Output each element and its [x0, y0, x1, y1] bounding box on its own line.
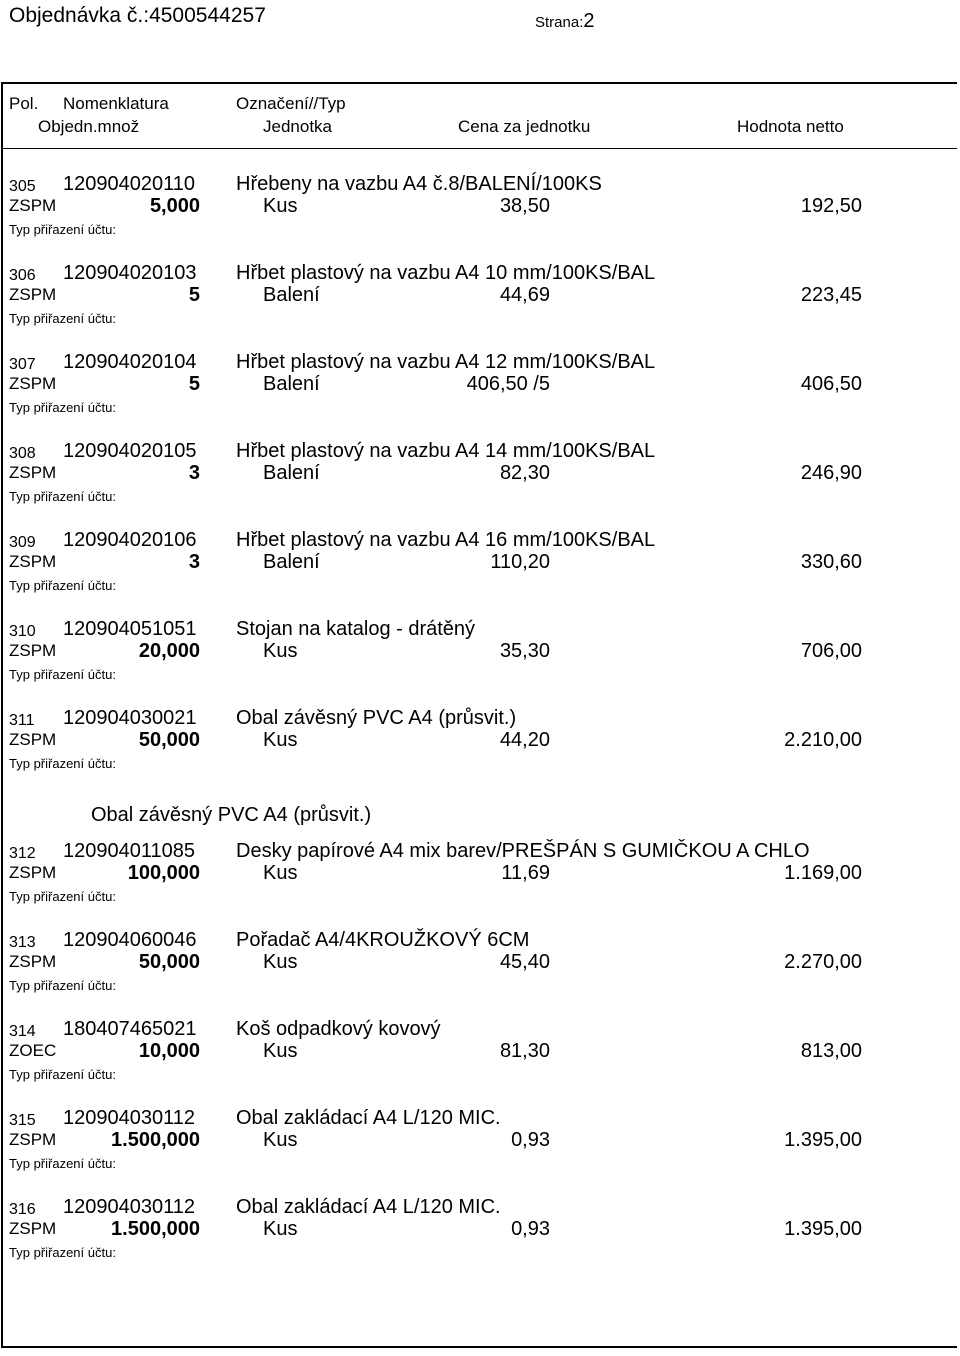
page-label: Strana: [535, 14, 584, 31]
item-description: Stojan na katalog - drátěný [236, 618, 476, 640]
item-quantity: 3 [188, 551, 200, 573]
column-header-nomenclature: Nomenklatura [63, 94, 169, 113]
item-code: 120904011085 [63, 840, 195, 862]
item-code: 120904020103 [63, 262, 197, 284]
item-unit-code: ZSPM [9, 196, 57, 215]
item-position: 314 [9, 1023, 36, 1040]
order-item-row [3, 527, 957, 616]
item-code: 120904060046 [63, 929, 197, 951]
item-account-type-label: Typ přiřazení účtu: [9, 1156, 116, 1171]
item-unit: Balení [263, 462, 320, 484]
item-description: Hřebeny na vazbu A4 č.8/BALENÍ/100KS [236, 173, 602, 195]
item-unit: Balení [263, 551, 320, 573]
item-quantity: 10,000 [138, 1040, 200, 1062]
item-description: Koš odpadkový kovový [236, 1018, 441, 1040]
order-item-row [3, 838, 957, 927]
item-unit-code: ZSPM [9, 730, 57, 749]
item-net-value: 246,90 [800, 462, 862, 484]
item-description: Hřbet plastový na vazbu A4 12 mm/100KS/BAL [236, 351, 656, 373]
column-header-unit: Jednotka [263, 117, 332, 136]
item-code: 120904020104 [63, 351, 197, 373]
item-note: Obal závěsný PVC A4 (průsvit.) [91, 804, 372, 826]
item-description: Obal zakládací A4 L/120 MIC. [236, 1107, 501, 1129]
item-unit-code: ZSPM [9, 374, 57, 393]
item-unit-price: 11,69 [501, 862, 550, 884]
item-account-type-label: Typ přiřazení účtu: [9, 1245, 116, 1260]
item-account-type-label: Typ přiřazení účtu: [9, 311, 116, 326]
column-header-qty: Objedn.množ [38, 117, 140, 136]
column-header-net-value: Hodnota netto [737, 117, 844, 136]
item-unit-price: 44,69 [499, 284, 550, 306]
order-items-box [1, 82, 957, 1348]
item-net-value: 1.395,00 [784, 1129, 862, 1151]
item-unit: Balení [263, 373, 320, 395]
item-unit: Kus [263, 1218, 298, 1240]
item-net-value: 706,00 [800, 640, 862, 662]
item-unit: Kus [263, 1129, 298, 1151]
item-code: 120904020106 [63, 529, 197, 551]
item-unit: Balení [263, 284, 320, 306]
item-position: 310 [9, 623, 36, 640]
item-net-value: 1.169,00 [784, 862, 862, 884]
item-unit-price: 38,50 [499, 195, 550, 217]
item-quantity: 50,000 [138, 951, 200, 973]
item-unit-price: 0,93 [511, 1129, 550, 1151]
item-position: 316 [9, 1201, 36, 1218]
item-unit-price: 406,50 /5 [466, 373, 550, 395]
order-item-row [3, 171, 957, 260]
item-unit-code: ZSPM [9, 952, 57, 971]
header-divider [3, 148, 957, 149]
item-unit: Kus [263, 729, 298, 751]
order-item-row [3, 438, 957, 527]
order-item-row [3, 616, 957, 705]
item-unit-price: 110,20 [490, 551, 550, 573]
document-title: Objednávka č.:4500544257 [9, 4, 266, 27]
order-item-row [3, 1016, 957, 1105]
order-item-row [3, 927, 957, 1016]
item-code: 120904020105 [63, 440, 197, 462]
column-header-designation: Označení//Typ [236, 94, 346, 113]
item-unit-price: 0,93 [511, 1218, 550, 1240]
item-unit-price: 44,20 [499, 729, 550, 751]
item-description: Obal závěsný PVC A4 (průsvit.) [236, 707, 517, 729]
item-unit-code: ZSPM [9, 1130, 57, 1149]
item-account-type-label: Typ přiřazení účtu: [9, 978, 116, 993]
item-position: 305 [9, 178, 36, 195]
item-unit-code: ZSPM [9, 863, 57, 882]
item-account-type-label: Typ přiřazení účtu: [9, 578, 116, 593]
item-quantity: 5 [188, 284, 200, 306]
item-unit: Kus [263, 951, 298, 973]
item-code: 120904030112 [63, 1107, 195, 1129]
item-net-value: 2.210,00 [784, 729, 862, 751]
item-position: 306 [9, 267, 36, 284]
item-position: 313 [9, 934, 36, 951]
page-indicator [535, 10, 595, 33]
item-unit-code: ZOEC [9, 1041, 57, 1060]
item-account-type-label: Typ přiřazení účtu: [9, 756, 116, 771]
item-quantity: 1.500,000 [111, 1129, 200, 1151]
item-code: 180407465021 [63, 1018, 197, 1040]
item-quantity: 100,000 [127, 862, 200, 884]
item-net-value: 2.270,00 [784, 951, 862, 973]
page-number: 2 [583, 10, 595, 32]
item-unit: Kus [263, 195, 298, 217]
item-account-type-label: Typ přiřazení účtu: [9, 889, 116, 904]
item-unit-price: 82,30 [499, 462, 550, 484]
item-net-value: 223,45 [800, 284, 862, 306]
item-description: Hřbet plastový na vazbu A4 16 mm/100KS/BAL [236, 529, 656, 551]
item-code: 120904030021 [63, 707, 197, 729]
item-net-value: 813,00 [800, 1040, 862, 1062]
item-unit-code: ZSPM [9, 285, 57, 304]
item-account-type-label: Typ přiřazení účtu: [9, 400, 116, 415]
item-position: 309 [9, 534, 36, 551]
item-code: 120904020110 [63, 173, 195, 195]
item-description: Hřbet plastový na vazbu A4 10 mm/100KS/BAL [236, 262, 656, 284]
item-description: Hřbet plastový na vazbu A4 14 mm/100KS/BAL [236, 440, 656, 462]
item-net-value: 1.395,00 [784, 1218, 862, 1240]
item-description: Pořadač A4/4KROUŽKOVÝ 6CM [236, 929, 530, 951]
item-account-type-label: Typ přiřazení účtu: [9, 489, 116, 504]
item-net-value: 192,50 [800, 195, 862, 217]
item-quantity: 5,000 [149, 195, 200, 217]
item-unit: Kus [263, 1040, 298, 1062]
item-unit: Kus [263, 862, 298, 884]
item-unit-price: 35,30 [499, 640, 550, 662]
item-position: 312 [9, 845, 36, 862]
item-description: Obal zakládací A4 L/120 MIC. [236, 1196, 501, 1218]
item-unit-code: ZSPM [9, 463, 57, 482]
column-header-pos: Pol. [9, 94, 39, 113]
order-item-row [3, 260, 957, 349]
item-account-type-label: Typ přiřazení účtu: [9, 222, 116, 237]
item-quantity: 5 [188, 373, 200, 395]
item-position: 307 [9, 356, 36, 373]
item-unit-code: ZSPM [9, 641, 57, 660]
order-item-row [3, 705, 957, 794]
item-unit-code: ZSPM [9, 1219, 57, 1238]
order-item-row [3, 1194, 957, 1283]
item-position: 311 [9, 712, 35, 729]
item-quantity: 20,000 [138, 640, 200, 662]
item-code: 120904030112 [63, 1196, 195, 1218]
column-header-unit-price: Cena za jednotku [458, 117, 591, 136]
order-item-row [3, 349, 957, 438]
item-unit-price: 45,40 [499, 951, 550, 973]
item-quantity: 1.500,000 [111, 1218, 200, 1240]
item-unit: Kus [263, 640, 298, 662]
item-code: 120904051051 [63, 618, 197, 640]
item-account-type-label: Typ přiřazení účtu: [9, 1067, 116, 1082]
item-net-value: 330,60 [800, 551, 862, 573]
item-quantity: 3 [188, 462, 200, 484]
item-net-value: 406,50 [800, 373, 862, 395]
item-position: 308 [9, 445, 36, 462]
order-item-row [3, 1105, 957, 1194]
item-unit-price: 81,30 [499, 1040, 550, 1062]
item-position: 315 [9, 1112, 36, 1129]
item-account-type-label: Typ přiřazení účtu: [9, 667, 116, 682]
item-quantity: 50,000 [138, 729, 200, 751]
item-unit-code: ZSPM [9, 552, 57, 571]
item-description: Desky papírové A4 mix barev/PREŠPÁN S GUMIČKOU A CHLO [236, 840, 810, 862]
